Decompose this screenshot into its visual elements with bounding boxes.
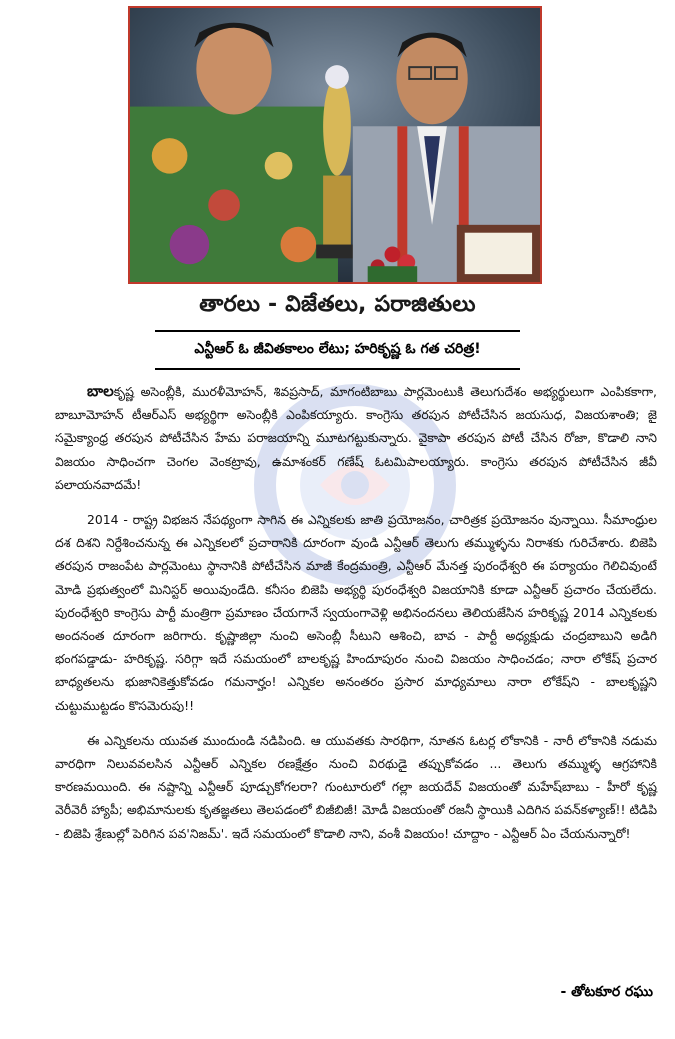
article-photo — [128, 6, 542, 284]
article-body — [55, 380, 657, 857]
paragraph-text: కృష్ణ అసెంబ్లీకి, మురళీమోహన్, శివప్రసాద్, మాగంటిబాబు పార్లమెంటుకి తెలుగుదేశం అభ్యర్థులుగా ఎంపికకాగా, బాబూమోహన్ టీఆర్ఎస్ అభ్యర్థిగా అసెంబ్లీకి ఎంపికయ్యారు. కాంగ్రెసు తరపున పోటీచేసిన జయసుధ, విజయశాంతి; జై సమైక్యాంధ్ర తరపున పోటీచేసిన హేమ పరాజయాన్ని మూటగట్టుకున్నారు. వైకాపా తరపున పోటీ చేసిన రోజా, కొడాలి నాని విజయం సాధించగా చెంగల వెంకట్రావు, ఉమాశంకర్ గణేష్ ఓటమిపాలయ్యారు. కాంగ్రెసు తరపున పోటీచేసిన జీవీ పలాయనవాదమే! — [55, 384, 657, 492]
article-paragraph: ఈ ఎన్నికలను యువత ముందుండి నడిపింది. ఆ యువతకు సారథిగా, నూతన ఓటర్ల లోకానికి - నారీ లోకానికి నడుమ వారధిగా నిలువవలసిన ఎన్టీఆర్ ఎన్నికల రణక్షేత్రం నుంచి విరథుడై తప్పుకోవడం ... తెలుగు తమ్ముళ్ళ ఆగ్రహానికి కారణమయింది. ఈ నష్టాన్ని ఎన్టీఆర్ పూడ్చుకోగలరా? గుంటూరులో గల్లా జయదేవ్ విజయంతో మహేష్‌బాబు - హీరో కృష్ణ వెరీవెరీ హ్యాపీ; అభిమానులకు కృతజ్ఞతలు తెలపడంలో బిజీబిజీ! మోడీ విజయంతో రజనీ స్థాయికి ఎదిగిన పవన్‌కళ్యాణ్!! టిడిపి - బిజెపి శ్రేణుల్లో పెరిగిన పవ'నిజమ్'. ఇదే సమయంలో కొడాలి నాని, వంశీ విజయం! చూద్దాం - ఎన్టీఆర్ ఏం చేయనున్నారో! — [55, 732, 657, 841]
subheadline: ఎన్టీఆర్ ఓ జీవితకాలం లేటు; హరికృష్ణ ఓ గత చరిత్ర! — [194, 340, 481, 357]
author-byline: - తోటకూర రఘు — [560, 984, 653, 1000]
subheadline-box — [155, 330, 520, 370]
lead-word: బాల — [87, 382, 114, 400]
article-paragraph — [55, 380, 657, 496]
award-ceremony-photo — [130, 8, 540, 282]
article-paragraph: 2014 - రాష్ట్ర విభజన నేపథ్యంగా సాగిన ఈ ఎన్నికలకు జాతి ప్రయోజనం, చారిత్రక ప్రయోజనం వున్నాయి. సీమాంధ్రుల దశ దిశని నిర్దేశించనున్న ఈ ఎన్నికలలో ప్రచారానికి దూరంగా వుండి ఎన్టీఆర్ తెలుగు తమ్ముళ్ళను నిరాశకు గురిచేశారు. బిజెపి తరపున రాజంపేట పార్లమెంటు స్థానానికి పోటీచేసిన మాజీ కేంద్రమంత్రి, ఎన్టీఆర్ మేనత్త పురంధేశ్వరి ఈ పర్యాయం గెలిచివుంటే మోడి ప్రభుత్వంలో మినిస్టర్ అయివుండేది. కనీసం బిజెపి అభ్యర్థి పురంధేశ్వరి విజయానికి కూడా ఎన్టీఆర్ ప్రచారం చేయలేదు. పురంధేశ్వరి కాంగ్రెసు పార్టీ మంత్రిగా ప్రమాణం చేయగానే స్వయంగావెళ్లి అభినందనలు తెలియజేసిన హరికృష్ణ 2014 ఎన్నికలకు అందనంత దూరంగా జరిగారు. కృష్ణాజిల్లా నుంచి అసెంబ్లీ సీటుని ఆశించి, బావ - పార్టీ అధ్యక్షుడు చంద్రబాబుని అడిగి భంగపడ్డాడు- హరికృష్ణ. సరిగ్గా ఇదే సమయంలో బాలకృష్ణ హిందూపురం నుంచి విజయం సాధించడం; నారా లోకేష్ ప్రచార బాధ్యతలను భుజానికెత్తుకోవడం గమనార్హం! ఎన్నికల అనంతరం ప్రసార మాధ్యమాలు నారా లోకేష్‌ని - బాలకృష్ణని చుట్టుముట్టడం కొసమెరుపు!! — [55, 512, 657, 713]
headline: తారలు - విజేతలు, పరాజితులు — [199, 292, 476, 317]
